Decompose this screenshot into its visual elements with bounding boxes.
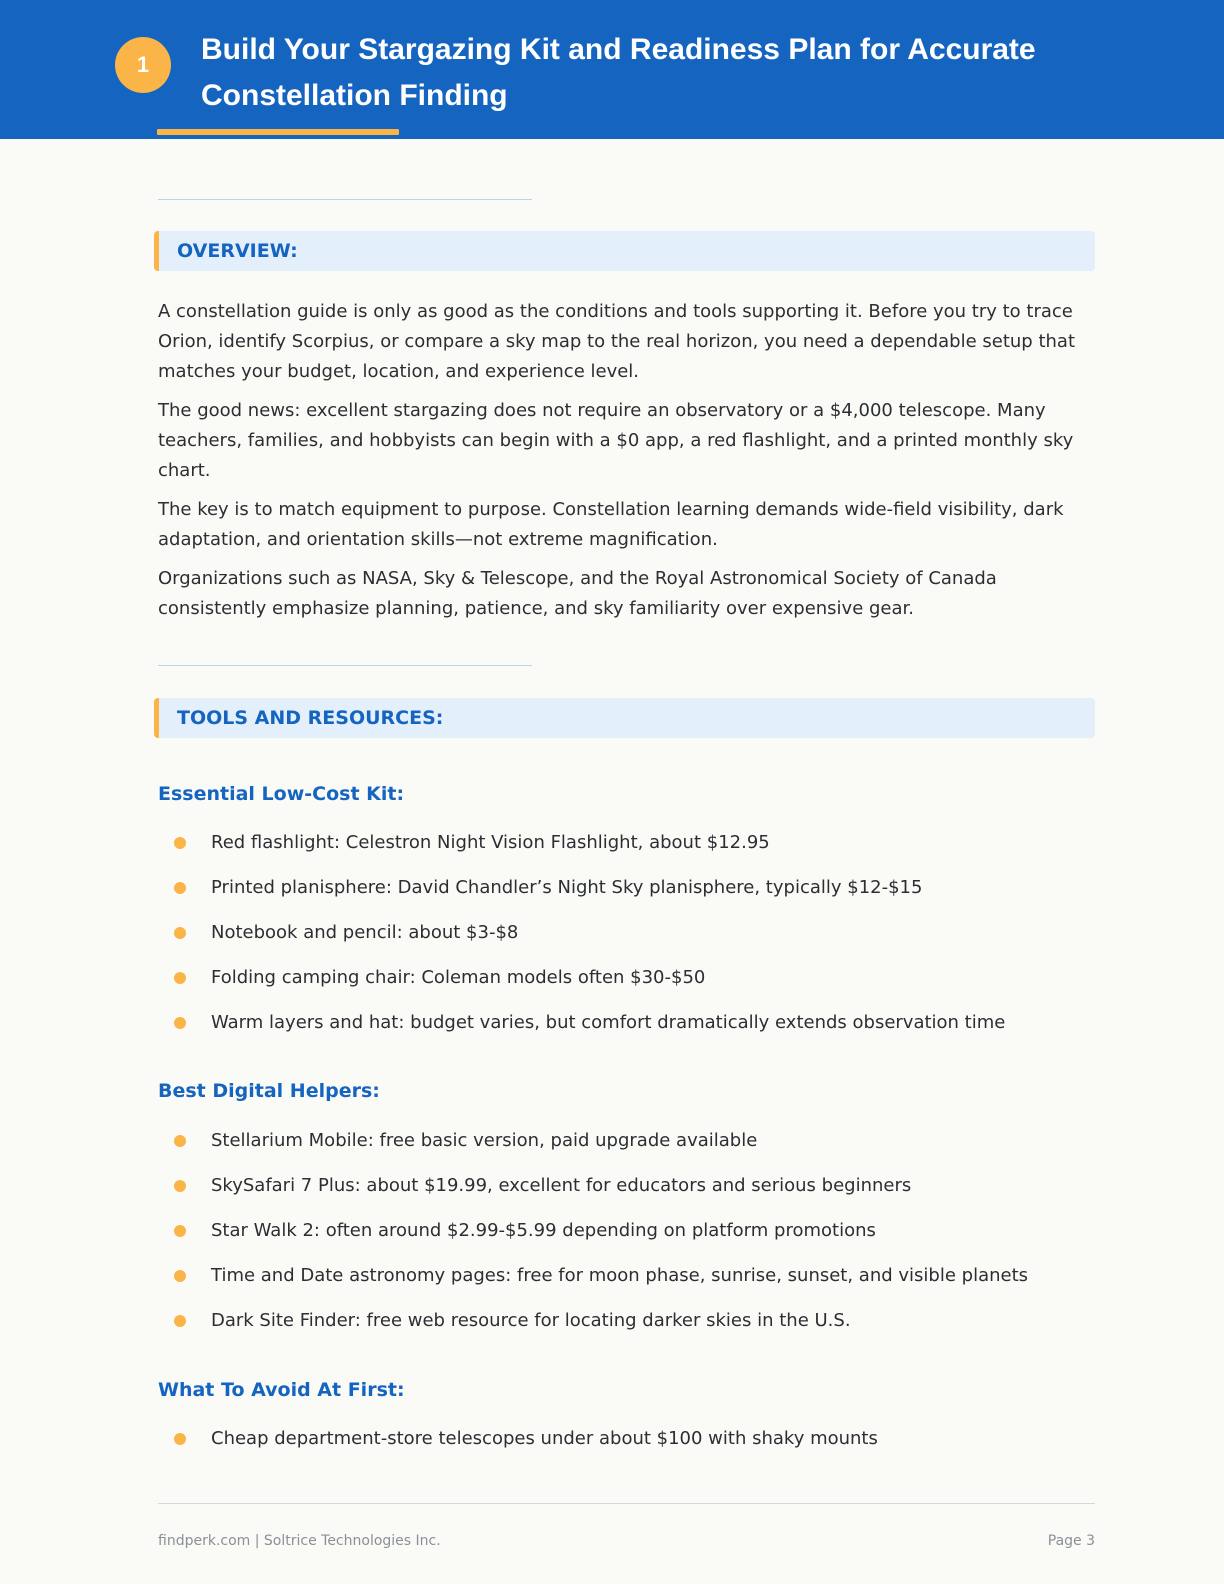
page-header	[0, 0, 1224, 139]
overview-section-heading	[154, 231, 1095, 271]
list-item	[158, 830, 1098, 875]
list-item-text: SkySafari 7 Plus: about $19.99, excellent for educators and serious beginners	[211, 1175, 912, 1196]
list-item-text: Warm layers and hat: budget varies, but comfort dramatically extends observation time	[211, 1012, 1006, 1033]
step-number-badge: 1	[115, 37, 171, 93]
avoid-subheading: What To Avoid At First:	[158, 1379, 405, 1401]
bullet-dot-icon	[174, 1017, 186, 1029]
bullet-dot-icon	[174, 1315, 186, 1327]
bullet-dot-icon	[174, 1225, 186, 1237]
list-item-text: Stellarium Mobile: free basic version, paid upgrade available	[211, 1130, 758, 1151]
list-item-text: Time and Date astronomy pages: free for moon phase, sunrise, sunset, and visible planets	[211, 1265, 1029, 1286]
essential-kit-subheading: Essential Low-Cost Kit:	[158, 783, 405, 805]
overview-body	[158, 297, 1098, 633]
list-item	[158, 875, 1098, 920]
bullet-dot-icon	[174, 927, 186, 939]
title-accent-bar	[157, 129, 399, 135]
digital-helpers-subheading: Best Digital Helpers:	[158, 1080, 380, 1102]
list-item-text: Red flashlight: Celestron Night Vision Flashlight, about $12.95	[211, 832, 770, 853]
bullet-dot-icon	[174, 837, 186, 849]
overview-heading-text: OVERVIEW:	[177, 240, 298, 262]
list-item-text: Star Walk 2: often around $2.99-$5.99 depending on platform promotions	[211, 1220, 876, 1241]
bullet-dot-icon	[174, 1270, 186, 1282]
list-item	[158, 1308, 1098, 1353]
overview-paragraph: The key is to match equipment to purpose. Constellation learning demands wide-field visibility, dark adaptation, and orientation skills—not extreme magnification.	[158, 499, 1064, 550]
overview-paragraph: The good news: excellent stargazing does not require an observatory or a $4,000 telescope. Many teachers, families, and hobbyists can begin with a $0 app, a red flashlight, and a printed monthly sky chart.	[158, 400, 1074, 481]
list-item	[158, 1173, 1098, 1218]
tools-heading-text: TOOLS AND RESOURCES:	[177, 707, 444, 729]
list-item-text: Dark Site Finder: free web resource for locating darker skies in the U.S.	[211, 1310, 851, 1331]
bullet-dot-icon	[174, 882, 186, 894]
bullet-dot-icon	[174, 1180, 186, 1192]
footer-divider	[158, 1503, 1095, 1504]
list-item-text: Notebook and pencil: about $3-$8	[211, 922, 519, 943]
bullet-dot-icon	[174, 1135, 186, 1147]
list-item	[158, 1263, 1098, 1308]
digital-helpers-list	[158, 1128, 1098, 1353]
list-item	[158, 965, 1098, 1010]
list-item	[158, 920, 1098, 965]
bullet-dot-icon	[174, 972, 186, 984]
list-item	[158, 1128, 1098, 1173]
overview-paragraph: Organizations such as NASA, Sky & Telescope, and the Royal Astronomical Society of Canada consistently emphasize planning, patience, and sky familiarity over expensive gear.	[158, 568, 997, 619]
essential-kit-list	[158, 830, 1098, 1055]
list-item-text: Cheap department-store telescopes under about $100 with shaky mounts	[211, 1428, 878, 1449]
avoid-list	[158, 1426, 1098, 1471]
page-number: Page 3	[1047, 1533, 1095, 1549]
page-title: Build Your Stargazing Kit and Readiness Plan for Accurate Constellation Finding	[201, 33, 1036, 112]
list-item-text: Folding camping chair: Coleman models often $30-$50	[211, 967, 706, 988]
list-item	[158, 1218, 1098, 1263]
section-divider	[158, 665, 532, 666]
footer-source: findperk.com | Soltrice Technologies Inc.	[158, 1533, 441, 1549]
section-divider	[158, 199, 532, 200]
overview-paragraph: A constellation guide is only as good as the conditions and tools supporting it. Before you try to trace Orion, identify Scorpius, or compare a sky map to the real horizon, you need a dependable setup that matches your budget, location, and experience level.	[158, 301, 1075, 382]
list-item-text: Printed planisphere: David Chandler’s Night Sky planisphere, typically $12-$15	[211, 877, 923, 898]
list-item	[158, 1010, 1098, 1055]
list-item	[158, 1426, 1098, 1471]
tools-section-heading	[154, 698, 1095, 738]
bullet-dot-icon	[174, 1433, 186, 1445]
